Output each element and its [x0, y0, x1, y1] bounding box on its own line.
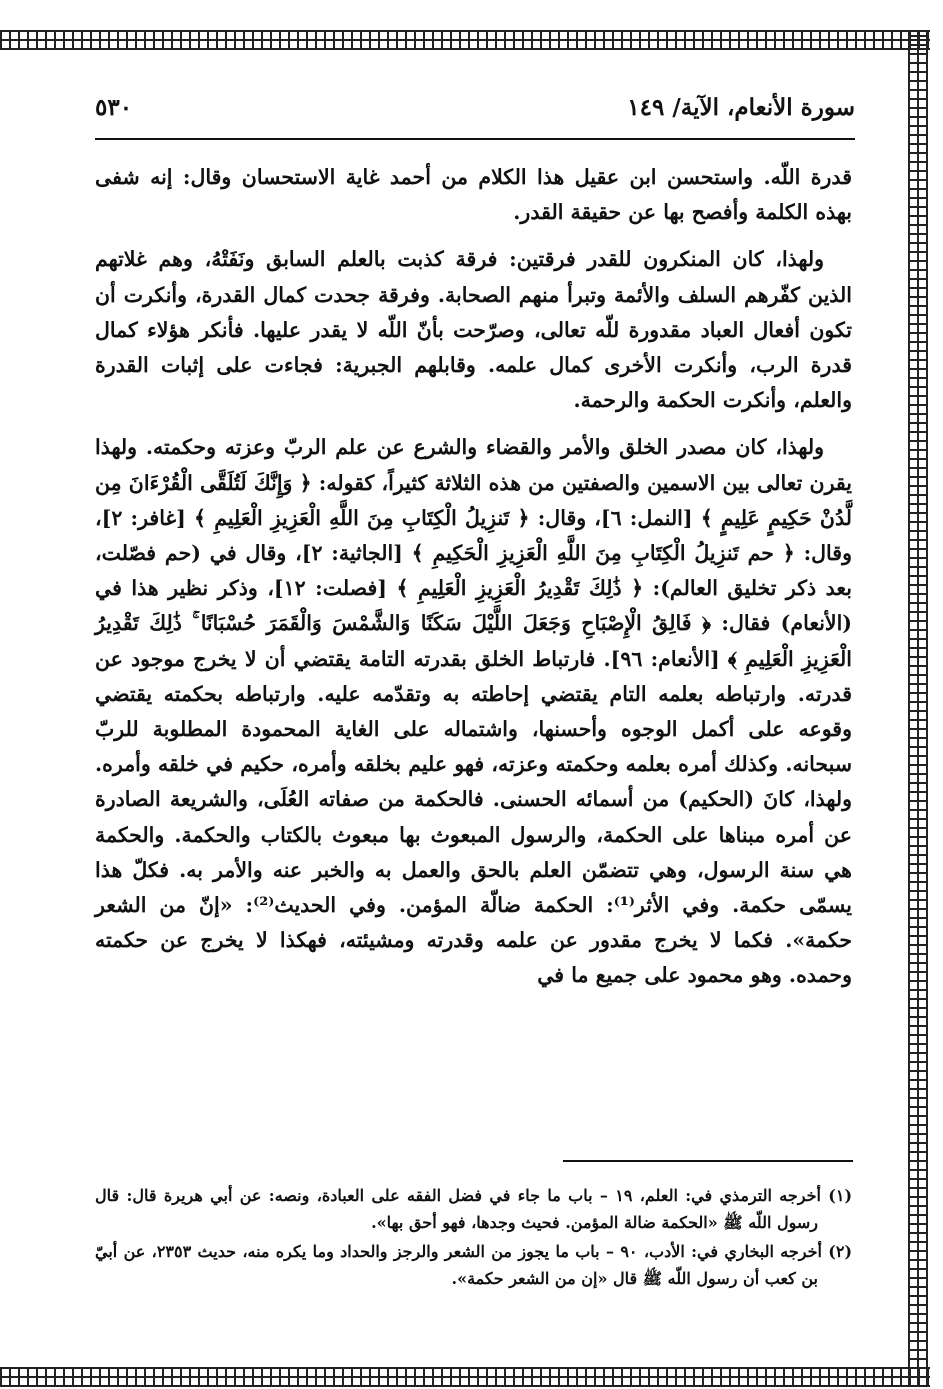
paragraph-3: ولهذا، كان مصدر الخلق والأمر والقضاء والشرع عن علم الربّ وعزته وحكمته. ولهذا يقرن تعالى بين الاسمين والصفتين من هذه الثلاثة كثيراً، كقوله: ﴿ وَإِنَّكَ لَتُلَقَّى الْقُرْءَانَ مِن لَّدُنْ حَكِيمٍ عَلِيمٍ ﴾ [النمل: ٦]، وقال: ﴿ تَنزِيلُ الْكِتَابِ مِنَ اللَّهِ الْعَزِيزِ الْعَلِيمِ ﴾ [غافر: ٢]، وقال: ﴿ حم تَنزِيلُ الْكِتَابِ مِنَ اللَّهِ الْعَزِيزِ الْحَكِيمِ ﴾ [الجاثية: ٢]، وقال في (حم فصّلت، بعد ذكر تخليق العالم): ﴿ ذَٰلِكَ تَقْدِيرُ الْعَزِيزِ الْعَلِيمِ ﴾ [فصلت: ١٢]، وذكر نظير هذا في (الأنعام) فقال: ﴿ فَالِقُ الْإِصْبَاحِ وَجَعَلَ اللَّيْلَ سَكَنًا وَالشَّمْسَ وَالْقَمَرَ حُسْبَانًا ۚ ذَٰلِكَ تَقْدِيرُ الْعَزِيزِ الْعَلِيمِ ﴾ [الأنعام: ٩٦]. فارتباط الخلق بقدرته التامة يقتضي أن لا يخرج موجود عن قدرته. وارتباطه بعلمه التام يقتضي إحاطته به وتقدّمه عليه. وارتباطه بحكمته يقتضي وقوعه على أكمل الوجوه وأحسنها، واشتماله على الغاية المحمودة المطلوبة للربّ سبحانه. وكذلك أمره بعلمه وحكمته وعزته، فهو عليم بخلقه وأمره، حكيم في خلقه وأمره. ولهذا، كانَ (الحكيم) من أسمائه الحسنى. فالحكمة من صفاته العُلَى، والشريعة الصادرة عن أمره مبناها على الحكمة، والرسول المبعوث بها مبعوث بالكتاب والحكمة. والحكمة هي سنة الرسول، وهي تتضمّن العلم بالحق والعمل به والخبر عنه والأمر به. فكلّ هذا يسمّى حكمة. وفي الأثر⁽¹⁾: الحكمة ضالّة المؤمن. وفي الحديث⁽²⁾: «إنّ من الشعر حكمة». فكما لا يخرج مقدور عن علمه وقدرته ومشيئته، فهكذا لا يخرج عن حكمته وحمده. وهو محمود على جميع ما في [95, 435, 853, 988]
paragraph-1: قدرة اللّه. واستحسن ابن عقيل هذا الكلام من أحمد غاية الاستحسان وقال: إنه شفى بهذه الكلمة وأفصح بها عن حقيقة القدر. [95, 165, 852, 225]
footnote-1: (١) أخرجه الترمذي في: العلم، ١٩ – باب ما جاء في فضل الفقه على العبادة، ونصه: عن أبي هريرة قال: قال رسول اللّه ﷺ «الحكمة ضالة المؤمن. فحيث وجدها، فهو أحق بها». [95, 1186, 853, 1232]
page-number: ٥٣٠ [95, 94, 133, 121]
running-title: سورة الأنعام، الآية/ ١٤٩ [627, 94, 855, 121]
decorative-border-bottom [0, 1367, 930, 1387]
footnote-rule [563, 1160, 853, 1162]
decorative-border-right [908, 30, 928, 1387]
main-text [95, 160, 852, 994]
page-header [95, 90, 855, 130]
header-rule [95, 138, 855, 140]
paragraph-2: ولهذا، كان المنكرون للقدر فرقتين: فرقة كذبت بالعلم السابق ونَفَتْهُ، وهم غلاتهم الذين كفّرهم السلف والأئمة وتبرأ منهم الصحابة. وفرقة جحدت كمال القدرة، وأنكرت أن تكون أفعال العباد مقدورة للّه تعالى، وصرّحت بأنّ اللّه لا يقدر عليها. فأنكر هؤلاء كمال قدرة الرب، وأنكرت الأخرى كمال علمه. وقابلهم الجبرية: فجاءت على إثبات القدرة والعلم، وأنكرت الحكمة والرحمة. [95, 247, 852, 413]
footnote-2: (٢) أخرجه البخاري في: الأدب، ٩٠ – باب ما يجوز من الشعر والرجز والحداد وما يكره منه، حديث ٢٣٥٣، عن أبيّ بن كعب أن رسول اللّه ﷺ قال «إن من الشعر حكمة». [95, 1242, 853, 1288]
footnotes [95, 1182, 852, 1294]
decorative-border-top [0, 30, 930, 50]
